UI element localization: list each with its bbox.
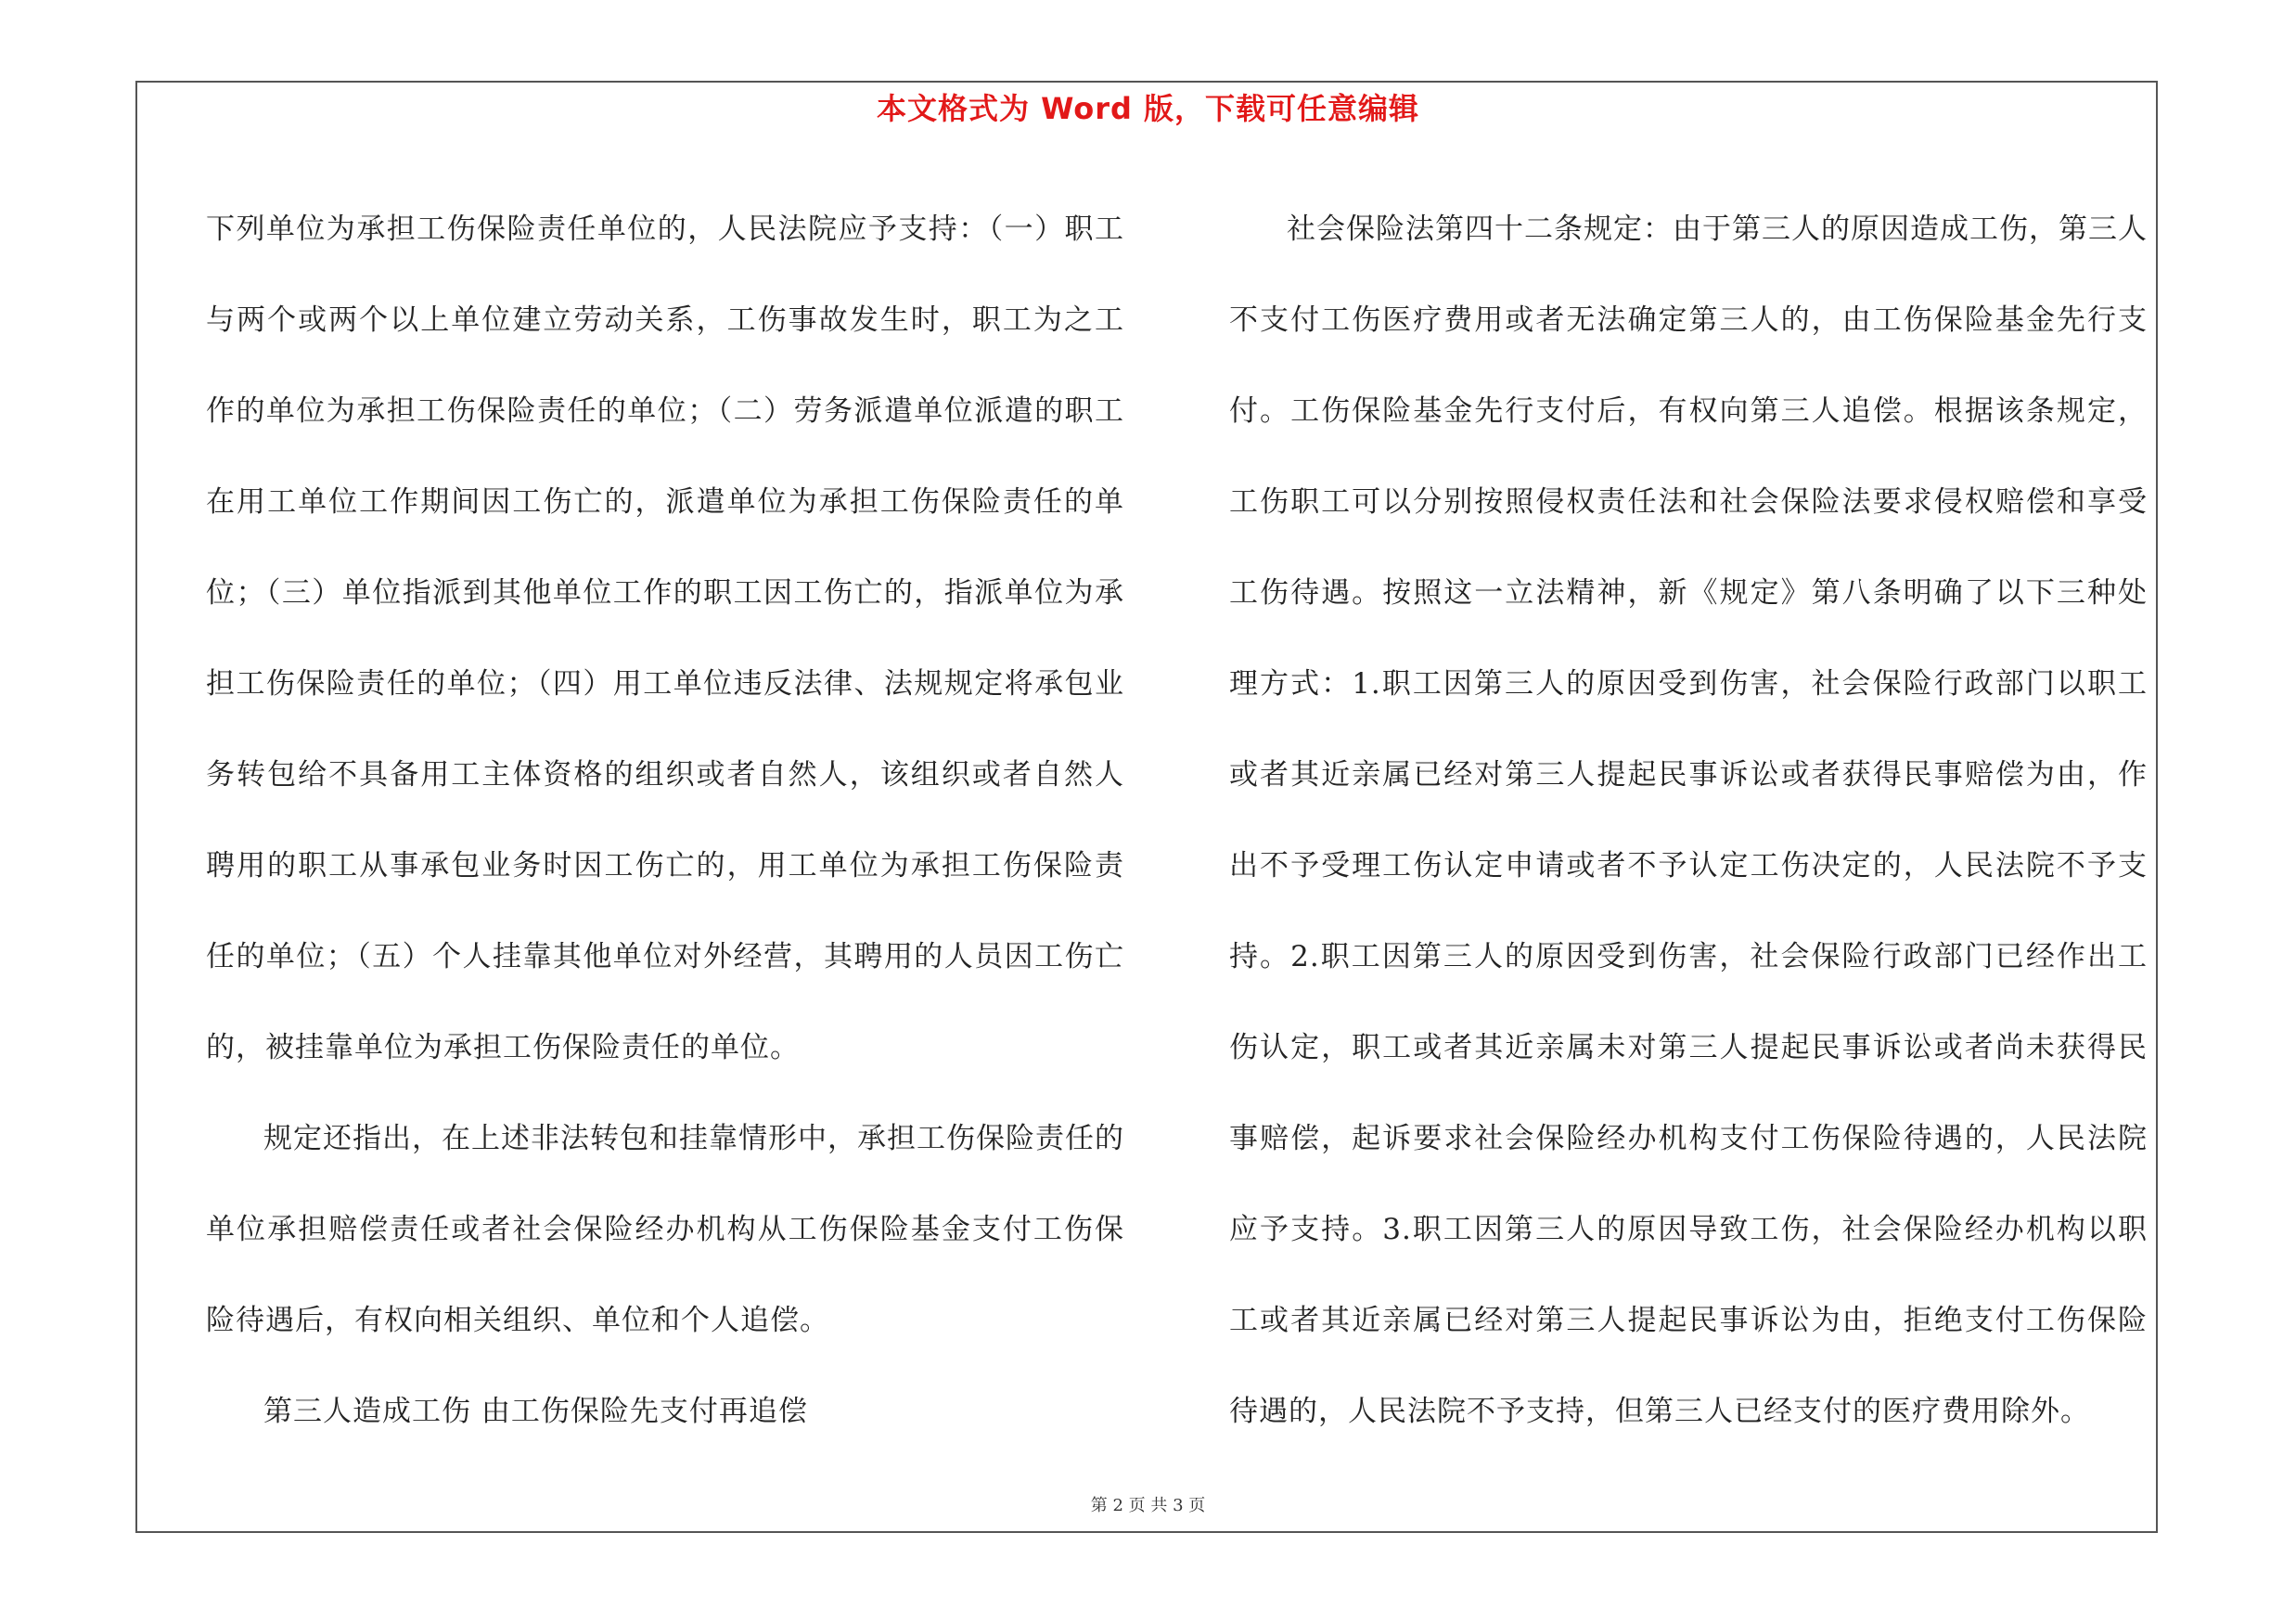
paragraph-unit-list: 下列单位为承担工伤保险责任单位的，人民法院应予支持：（一）职工与两个或两个以上单位建立劳动关系，工伤事故发生时，职工为之工作的单位为承担工伤保险责任的单位；（二）劳务派遣单位派遣的职工在用工单位工作期间因工伤亡的，派遣单位为承担工伤保险责任的单位；（三）单位指派到其他单位工作的职工因工伤亡的，指派单位为承担工伤保险责任的单位；（四）用工单位违反法律、法规规定将承包业务转包给不具备用工主体资格的组织或者自然人，该组织或者自然人聘用的职工从事承包业务时因工伤亡的，用工单位为承担工伤保险责任的单位；（五）个人挂靠其他单位对外经营，其聘用的人员因工伤亡的，被挂靠单位为承担工伤保险责任的单位。: [206, 213, 1124, 1064]
right-column: [1229, 184, 2148, 1457]
page-number: 第 2 页 共 3 页: [1090, 1496, 1206, 1515]
format-banner: 本文格式为 Word 版，下载可任意编辑: [876, 91, 1420, 126]
paragraph-recourse: 规定还指出，在上述非法转包和挂靠情形中，承担工伤保险责任的单位承担赔偿责任或者社会保险经办机构从工伤保险基金支付工伤保险待遇后，有权向相关组织、单位和个人追偿。: [206, 1122, 1124, 1337]
section-heading: 第三人造成工伤 由工伤保险先支付再追偿: [263, 1395, 808, 1428]
paragraph-third-party: 社会保险法第四十二条规定：由于第三人的原因造成工伤，第三人不支付工伤医疗费用或者无法确定第三人的，由工伤保险基金先行支付。工伤保险基金先行支付后，有权向第三人追偿。根据该条规定，工伤职工可以分别按照侵权责任法和社会保险法要求侵权赔偿和享受工伤待遇。按照这一立法精神，新《规定》第八条明确了以下三种处理方式：1.职工因第三人的原因受到伤害，社会保险行政部门以职工或者其近亲属已经对第三人提起民事诉讼或者获得民事赔偿为由，作出不予受理工伤认定申请或者不予认定工伤决定的，人民法院不予支持。2.职工因第三人的原因受到伤害，社会保险行政部门已经作出工伤认定，职工或者其近亲属未对第三人提起民事诉讼或者尚未获得民事赔偿，起诉要求社会保险经办机构支付工伤保险待遇的，人民法院应予支持。3.职工因第三人的原因导致工伤，社会保险经办机构以职工或者其近亲属已经对第三人提起民事诉讼为由，拒绝支付工伤保险待遇的，人民法院不予支持，但第三人已经支付的医疗费用除外。: [1229, 213, 2148, 1428]
left-column: [206, 184, 1124, 1457]
